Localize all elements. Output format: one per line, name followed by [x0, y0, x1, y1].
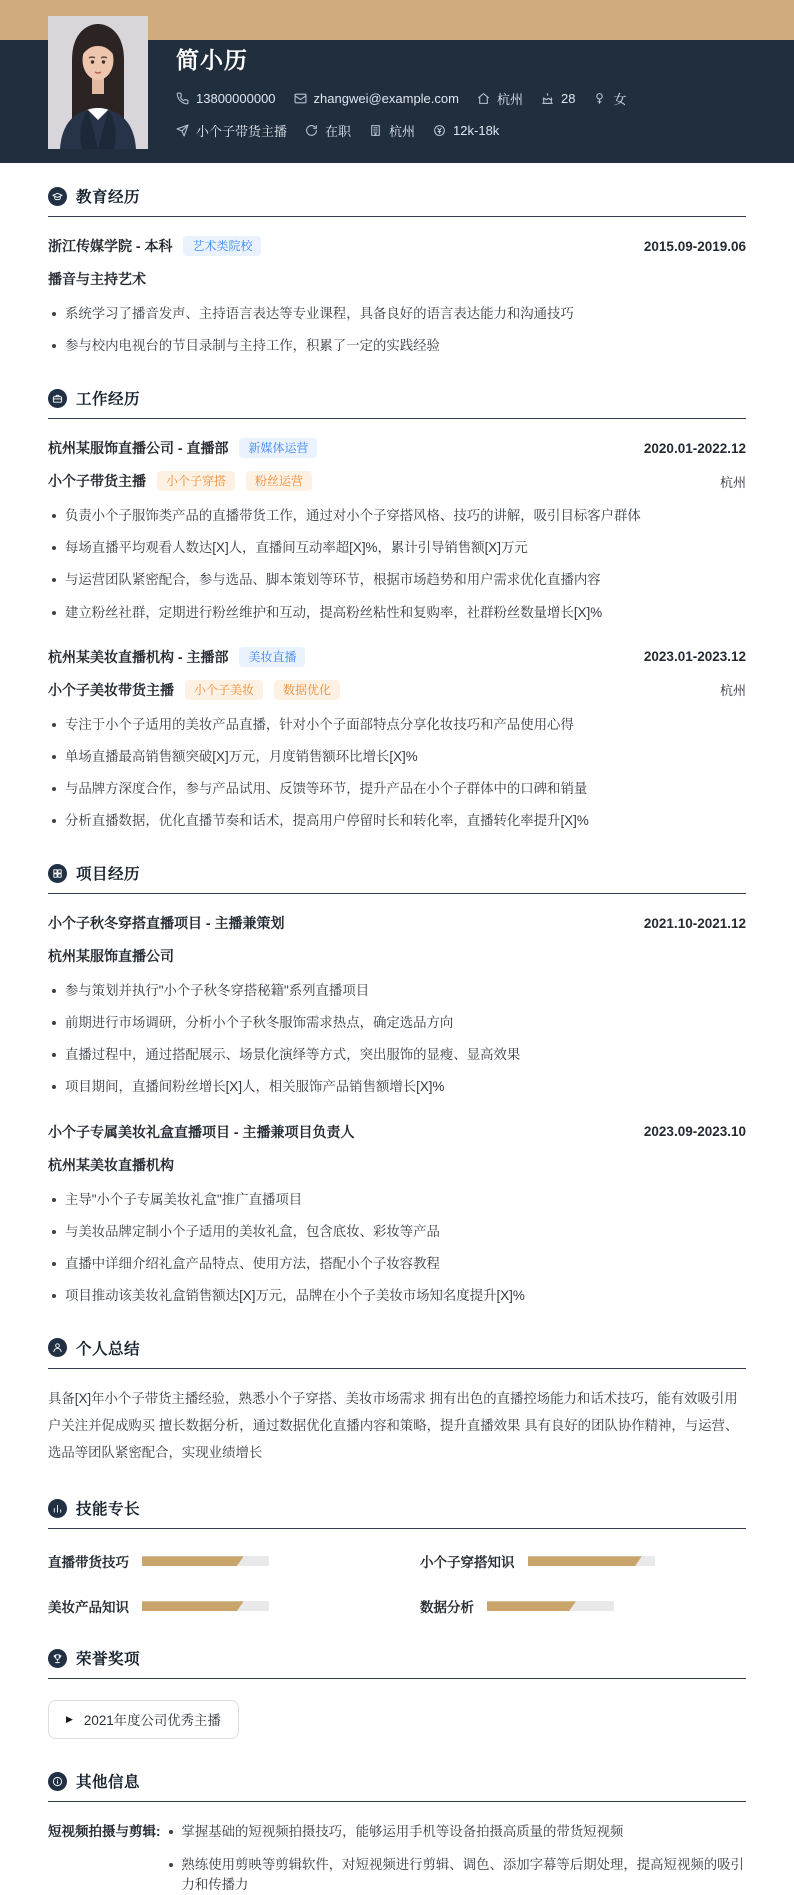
- bullet-item: 参与校内电视台的节目录制与主持工作，积累了一定的实践经验: [48, 336, 746, 356]
- skill-item: [48, 1551, 374, 1571]
- section-header-honors: [48, 1647, 746, 1679]
- status-refresh-icon: [305, 124, 318, 137]
- entry-date: 2023.09-2023.10: [643, 1124, 746, 1140]
- entry-title-row: [48, 647, 746, 667]
- skill-label: 数据分析: [420, 1600, 474, 1616]
- honor-text: 2021年度公司优秀主播: [83, 1713, 221, 1729]
- entry-subtitle-row: [48, 946, 746, 966]
- other-info-group: [48, 1822, 746, 1894]
- entry-subtitle-row: [48, 471, 746, 491]
- section-title: 个人总结: [76, 1340, 141, 1358]
- skill-item: [420, 1551, 746, 1571]
- entry: [48, 1122, 746, 1306]
- contact-item-gender: [593, 89, 626, 108]
- entry-date: 2023.01-2023.12: [643, 649, 746, 665]
- entry-title-group: [48, 438, 317, 458]
- phone-icon: [176, 92, 189, 105]
- skill-label: 小个子穿搭知识: [420, 1555, 515, 1571]
- mail-icon: [294, 92, 307, 105]
- honor-item: [48, 1700, 239, 1739]
- section-title: 项目经历: [76, 866, 141, 884]
- bullet-item: 与品牌方深度合作，参与产品试用、反馈等环节，提升产品在小个子群体中的口碑和销量: [48, 779, 746, 799]
- entry-title-group: [48, 236, 261, 256]
- entry-title-group: [48, 1122, 354, 1142]
- section-title: 荣誉奖项: [76, 1651, 141, 1669]
- entry-location: 杭州: [719, 474, 746, 490]
- building-icon: [369, 124, 382, 137]
- entry-title: 杭州某服饰直播公司 - 直播部: [48, 440, 229, 457]
- bullet-item: 与运营团队紧密配合，参与选品、脚本策划等环节，根据市场趋势和用户需求优化直播内容: [48, 570, 746, 590]
- gender-icon: [593, 92, 606, 105]
- skill-bar: [487, 1601, 614, 1611]
- bullet-item: 每场直播平均观看人数达[X]人，直播间互动率超[X]%，累计引导销售额[X]万元: [48, 538, 746, 558]
- entry-title: 小个子秋冬穿搭直播项目 - 主播兼策划: [48, 915, 285, 932]
- entry-subtitle-group: [48, 471, 312, 491]
- skill-fill-level: [142, 1556, 244, 1566]
- contact-text: 小个子带货主播: [196, 124, 288, 139]
- profile-photo: [48, 16, 148, 149]
- bullet-list: [48, 1190, 746, 1306]
- skill-bar: [142, 1601, 269, 1611]
- entry-title: 浙江传媒学院 - 本科: [48, 238, 173, 254]
- section-header-summary: [48, 1337, 746, 1369]
- section-other: [48, 1770, 746, 1894]
- skill-fill-level: [528, 1556, 642, 1566]
- contact-text: 28: [560, 91, 576, 106]
- briefcase-icon: [48, 389, 67, 408]
- paper-plane-icon: [176, 124, 189, 137]
- resume-body: [0, 163, 794, 1895]
- contact-item-status-refresh: [305, 121, 351, 140]
- contact-text: 在职: [325, 124, 352, 139]
- tag-orange: 粉丝运营: [246, 471, 312, 491]
- contact-item-phone: [176, 91, 276, 106]
- bullet-item: 熟练使用剪映等剪辑软件，对短视频进行剪辑、调色、添加字幕等后期处理，提高短视频的吸引力和传播力: [165, 1855, 747, 1895]
- section-summary: [48, 1337, 746, 1466]
- person-icon: [48, 1338, 67, 1357]
- bullet-list: [48, 304, 746, 356]
- skill-label: 直播带货技巧: [48, 1555, 129, 1571]
- entry-subtitle-group: [48, 1155, 174, 1175]
- section-header-work: [48, 387, 746, 419]
- section-skills: [48, 1497, 746, 1616]
- entry-title-row: [48, 913, 746, 933]
- contact-item-home: [477, 89, 523, 108]
- entry-title-row: [48, 236, 746, 256]
- entry: [48, 647, 746, 831]
- tag-blue: 新媒体运营: [239, 438, 317, 458]
- section-header-other: [48, 1770, 746, 1802]
- tag-orange: 小个子美妆: [185, 680, 263, 700]
- section-honors: [48, 1647, 746, 1739]
- section-title: 其他信息: [76, 1774, 141, 1792]
- grid-icon: [48, 864, 67, 883]
- bullet-item: 前期进行市场调研，分析小个子秋冬服饰需求热点，确定选品方向: [48, 1013, 746, 1033]
- entry-subtitle: 播音与主持艺术: [48, 271, 146, 287]
- tag-orange: 数据优化: [274, 680, 340, 700]
- section-title: 教育经历: [76, 189, 141, 206]
- contact-item-paper-plane: [176, 121, 287, 140]
- bullet-item: 项目期间，直播间粉丝增长[X]人，相关服饰产品销售额增长[X]%: [48, 1077, 746, 1097]
- skill-label: 美妆产品知识: [48, 1600, 129, 1616]
- contact-item-age: [541, 91, 575, 106]
- tag-blue: 美妆直播: [239, 647, 305, 667]
- bullet-list: [48, 506, 746, 622]
- entry-title-group: [48, 913, 284, 933]
- skill-bar: [142, 1556, 269, 1566]
- skill-item: [48, 1596, 374, 1616]
- entry-title: 杭州某美妆直播机构 - 主播部: [48, 648, 229, 665]
- honor-list: [48, 1700, 746, 1739]
- entry: [48, 913, 746, 1097]
- contact-item-mail: [294, 91, 459, 106]
- section-education: [48, 185, 746, 356]
- bullet-item: 专注于小个子适用的美妆产品直播，针对小个子面部特点分享化妆技巧和产品使用心得: [48, 715, 746, 735]
- contact-text: 13800000000: [196, 91, 276, 106]
- entry-subtitle: 杭州某美妆直播机构: [48, 1156, 174, 1173]
- contact-text: 女: [613, 92, 627, 107]
- contact-row-1: [176, 89, 626, 108]
- bullet-item: 主导"小个子专属美妆礼盒"推广直播项目: [48, 1190, 746, 1210]
- entry-subtitle-group: [48, 680, 340, 700]
- contact-rows: [176, 89, 626, 140]
- entry-location: 杭州: [719, 683, 746, 699]
- bullet-item: 项目推动该美妆礼盒销售额达[X]万元，品牌在小个子美妆市场知名度提升[X]%: [48, 1286, 746, 1306]
- entry-subtitle-group: [48, 269, 146, 289]
- entry-title-group: [48, 647, 305, 667]
- bullet-item: 单场直播最高销售额突破[X]万元，月度销售额环比增长[X]%: [48, 747, 746, 767]
- contact-text: 杭州: [389, 124, 416, 139]
- contact-text: 12k-18k: [453, 123, 500, 138]
- bullet-item: 与美妆品牌定制小个子适用的美妆礼盒，包含底妆、彩妆等产品: [48, 1222, 746, 1242]
- bullet-item: 分析直播数据，优化直播节奏和话术，提高用户停留时长和转化率，直播转化率提升[X]%: [48, 811, 746, 831]
- contact-text: zhangwei@example.com: [313, 91, 459, 106]
- section-title: 工作经历: [76, 391, 141, 409]
- summary-text: 具备[X]年小个子带货主播经验，熟悉小个子穿搭、美妆市场需求 拥有出色的直播控场能力和话术技巧，能有效吸引用户关注并促成购买 擅长数据分析，通过数据优化直播内容和策略，提升直播效果 具有良好的团队协作精神，与运营、选品等团队紧密配合，实现业绩增长: [48, 1390, 739, 1460]
- bullet-item: 系统学习了播音发声、主持语言表达等专业课程，具备良好的语言表达能力和沟通技巧: [48, 304, 746, 324]
- section-header-projects: [48, 862, 746, 894]
- entry-date: 2021.10-2021.12: [643, 915, 746, 931]
- contact-text: 杭州: [496, 92, 523, 107]
- skill-fill-level: [142, 1601, 244, 1611]
- section-work: [48, 387, 746, 831]
- bullet-item: 直播过程中，通过搭配展示、场景化演绎等方式，突出服饰的显瘦、显高效果: [48, 1045, 746, 1065]
- skill-fill-level: [487, 1601, 576, 1611]
- home-icon: [477, 92, 490, 105]
- entry-subtitle-row: [48, 680, 746, 700]
- entry-title-row: [48, 1122, 746, 1142]
- entry-subtitle: 小个子美妆带货主播: [48, 681, 174, 698]
- play-triangle-icon: ▶: [66, 1714, 73, 1725]
- bullet-item: 负责小个子服饰类产品的直播带货工作，通过对小个子穿搭风格、技巧的讲解，吸引目标客户群体: [48, 506, 746, 526]
- header-info: [176, 42, 626, 140]
- contact-item-building: [369, 121, 415, 140]
- entry-date: 2015.09-2019.06: [643, 238, 746, 254]
- info-icon: [48, 1772, 67, 1791]
- bullet-item: 直播中详细介绍礼盒产品特点、使用方法，搭配小个子妆容教程: [48, 1254, 746, 1274]
- entry-subtitle-row: [48, 1155, 746, 1175]
- section-header-education: [48, 185, 746, 217]
- entry-subtitle-group: [48, 946, 174, 966]
- entry-subtitle-row: [48, 269, 746, 289]
- bullet-list: [165, 1822, 747, 1894]
- trophy-icon: [48, 1649, 67, 1668]
- salary-icon: [433, 124, 446, 137]
- section-projects: [48, 862, 746, 1306]
- contact-item-salary: [433, 123, 499, 138]
- bullet-item: 参与策划并执行"小个子秋冬穿搭秘籍"系列直播项目: [48, 981, 746, 1001]
- person-name: 简小历: [176, 47, 248, 73]
- section-title: 技能专长: [76, 1501, 141, 1519]
- graduation-cap-icon: [48, 187, 67, 206]
- bullet-list: [48, 715, 746, 831]
- bullet-item: 建立粉丝社群，定期进行粉丝维护和互动，提高粉丝粘性和复购率，社群粉丝数量增长[X]%: [48, 603, 746, 623]
- section-header-skills: [48, 1497, 746, 1529]
- skill-item: [420, 1596, 746, 1616]
- entry-title: 小个子专属美妆礼盒直播项目 - 主播兼项目负责人: [48, 1123, 355, 1140]
- contact-row-2: [176, 121, 626, 140]
- entry: [48, 438, 746, 622]
- entry-subtitle: 杭州某服饰直播公司: [48, 948, 174, 965]
- resume-header: [0, 0, 794, 163]
- age-icon: [541, 92, 554, 105]
- entry-title-row: [48, 438, 746, 458]
- tag-orange: 小个子穿搭: [157, 471, 235, 491]
- entry-subtitle: 小个子带货主播: [48, 473, 146, 490]
- skills-grid: [48, 1551, 746, 1616]
- other-group-label: 短视频拍摄与剪辑:: [48, 1824, 161, 1840]
- entry: [48, 236, 746, 356]
- entry-date: 2020.01-2022.12: [643, 440, 746, 456]
- bar-chart-icon: [48, 1499, 67, 1518]
- tag-blue: 艺术类院校: [183, 236, 261, 256]
- skill-bar: [528, 1556, 655, 1566]
- bullet-list: [48, 981, 746, 1097]
- bullet-item: 掌握基础的短视频拍摄技巧，能够运用手机等设备拍摄高质量的带货短视频: [165, 1822, 747, 1842]
